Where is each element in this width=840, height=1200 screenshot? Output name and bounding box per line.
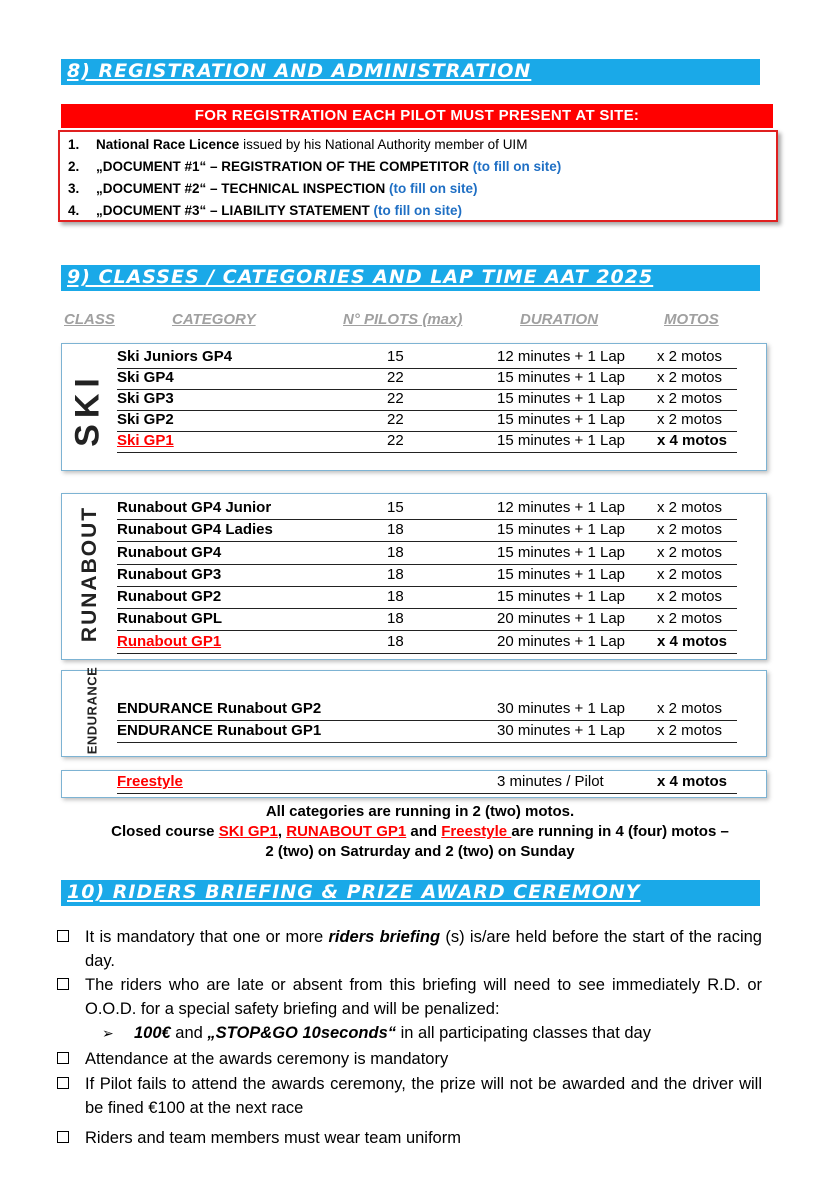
- table-row: Ski GP1 22 15 minutes + 1 Lap x 4 motos: [117, 432, 737, 453]
- motos-note-2: Closed course SKI GP1, RUNABOUT GP1 and Freestyle are running in 4 (four) motos –: [111, 823, 729, 840]
- table-row: Runabout GP4 Junior 15 12 minutes + 1 Lap x 2 motos: [117, 499, 737, 520]
- table-row: ENDURANCE Runabout GP2 30 minutes + 1 Lap x 2 motos: [117, 700, 737, 721]
- checkbox-icon: [57, 978, 69, 990]
- table-row: Runabout GP4 Ladies 18 15 minutes + 1 Lap x 2 motos: [117, 521, 737, 542]
- checkbox-icon: [57, 1131, 69, 1143]
- section-9-header: [61, 265, 760, 291]
- section-8-header: [61, 59, 760, 85]
- table-row: Runabout GPL 18 20 minutes + 1 Lap x 2 motos: [117, 610, 737, 631]
- column-header-class: CLASS: [64, 311, 115, 328]
- table-row: Runabout GP4 18 15 minutes + 1 Lap x 2 motos: [117, 544, 737, 565]
- section-9-title: 9) CLASSES / CATEGORIES AND LAP TIME AAT 2025: [67, 266, 654, 288]
- checkbox-icon: [57, 1077, 69, 1089]
- section-10-title: 10) RIDERS BRIEFING & PRIZE AWARD CEREMONY: [67, 881, 641, 903]
- column-header-duration: DURATION: [520, 311, 599, 328]
- table-row: Ski GP2 22 15 minutes + 1 Lap x 2 motos: [117, 411, 737, 432]
- registration-requirements-box: [58, 130, 778, 222]
- ski-group-label: SKI: [68, 372, 107, 447]
- registration-item: 2. „DOCUMENT #1“ – REGISTRATION OF THE COMPETITOR (to fill on site): [68, 159, 562, 174]
- table-row: Runabout GP3 18 15 minutes + 1 Lap x 2 motos: [117, 566, 737, 587]
- table-row: Runabout GP1 18 20 minutes + 1 Lap x 4 motos: [117, 633, 737, 654]
- checkbox-icon: [57, 1052, 69, 1064]
- checkbox-icon: [57, 930, 69, 942]
- registration-banner: FOR REGISTRATION EACH PILOT MUST PRESENT AT SITE:: [61, 104, 773, 128]
- section-8-title: 8) REGISTRATION AND ADMINISTRATION: [67, 60, 532, 82]
- section-10-header: [61, 880, 760, 906]
- motos-note-3: 2 (two) on Satrurday and 2 (two) on Sunday: [265, 843, 575, 860]
- table-row: ENDURANCE Runabout GP1 30 minutes + 1 Lap x 2 motos: [117, 722, 737, 743]
- motos-note-1: All categories are running in 2 (two) motos.: [265, 803, 575, 820]
- table-row: Ski GP3 22 15 minutes + 1 Lap x 2 motos: [117, 390, 737, 411]
- runabout-group-label: RUNABOUT: [78, 505, 101, 643]
- registration-item: 1. National Race Licence issued by his National Authority member of UIM: [68, 137, 528, 152]
- arrow-bullet-icon: ➢: [102, 1025, 114, 1041]
- table-row: Runabout GP2 18 15 minutes + 1 Lap x 2 motos: [117, 588, 737, 609]
- column-header-category: CATEGORY: [172, 311, 256, 328]
- column-header-motos: MOTOS: [664, 311, 719, 328]
- endurance-group-label: ENDURANCE: [84, 666, 100, 755]
- registration-item: 4. „DOCUMENT #3“ – LIABILITY STATEMENT (to fill on site): [68, 203, 463, 218]
- table-row: Ski GP4 22 15 minutes + 1 Lap x 2 motos: [117, 369, 737, 390]
- column-header-pilots: N° PILOTS (max): [343, 311, 463, 328]
- registration-item: 3. „DOCUMENT #2“ – TECHNICAL INSPECTION (to fill on site): [68, 181, 478, 196]
- table-row: Ski Juniors GP4 15 12 minutes + 1 Lap x 2 motos: [117, 348, 737, 369]
- table-row: Freestyle 3 minutes / Pilot x 4 motos: [117, 773, 737, 794]
